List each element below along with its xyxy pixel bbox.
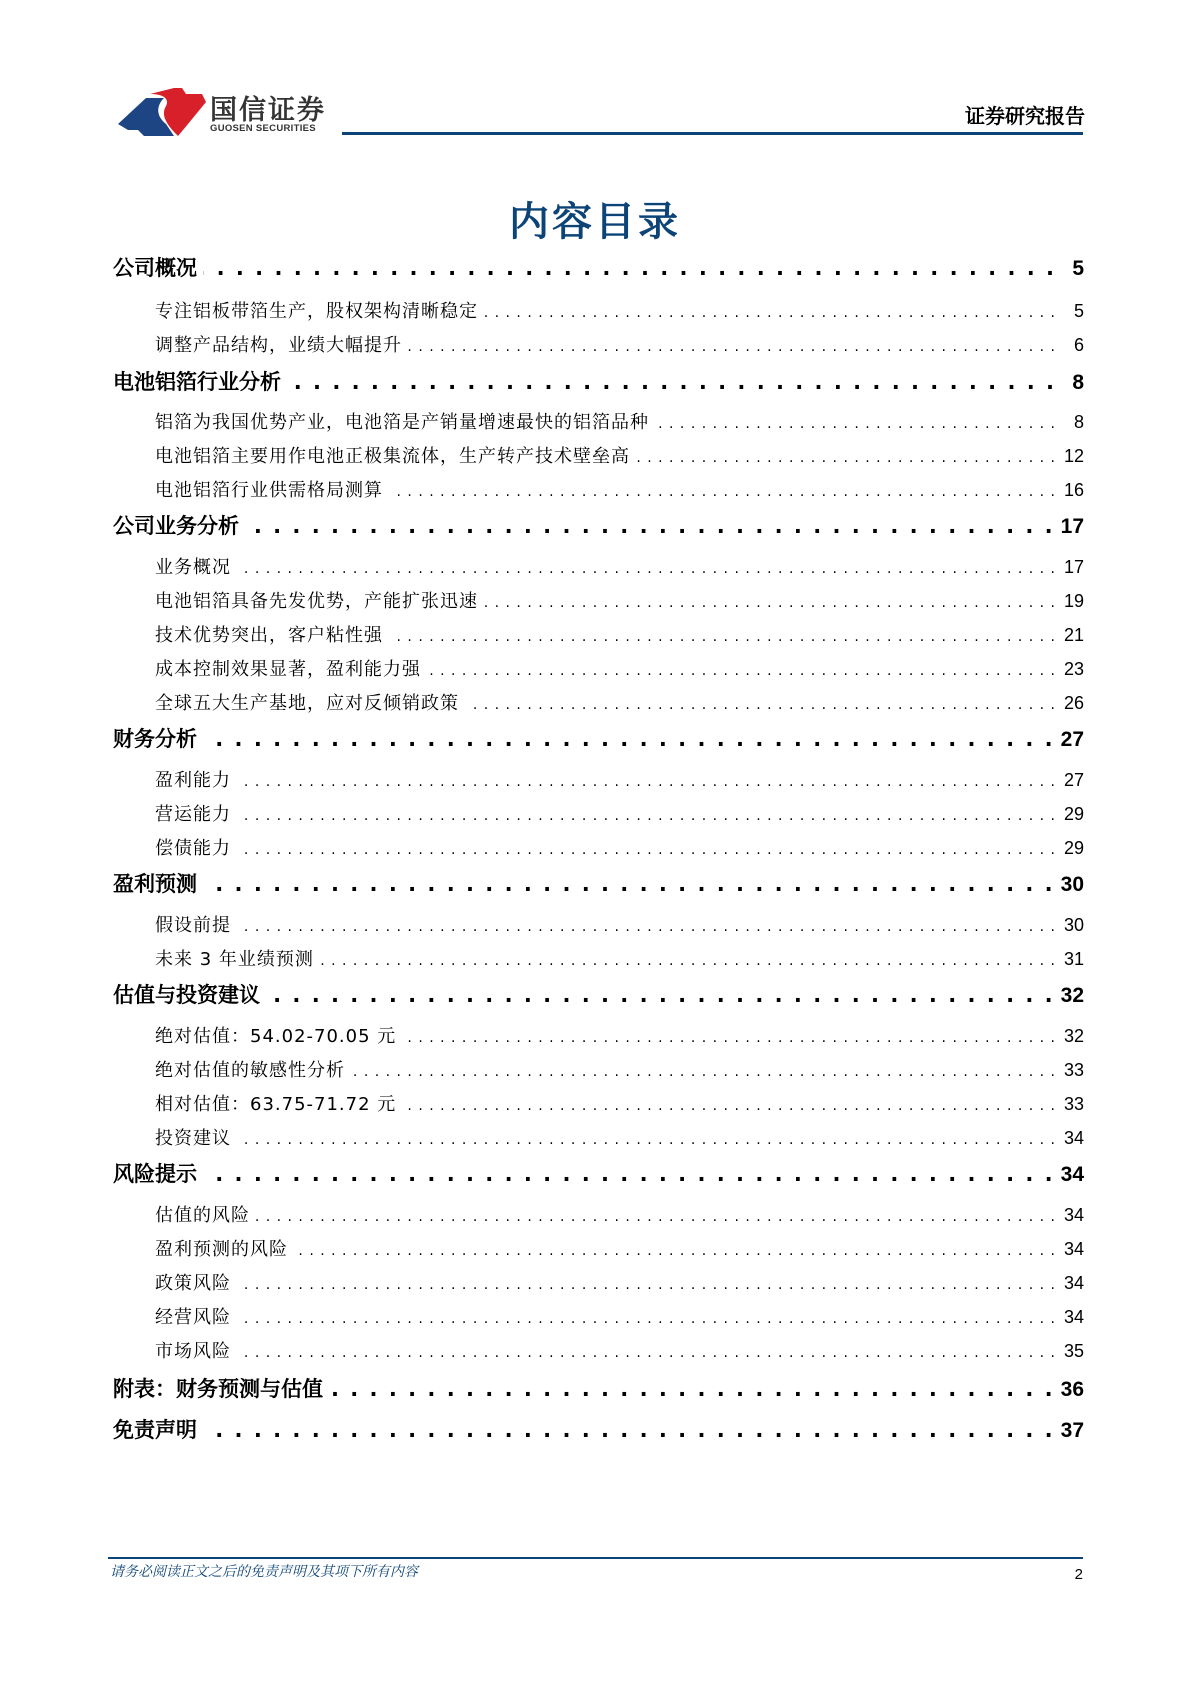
toc-entry-page: 31 <box>1063 949 1084 969</box>
footer-divider <box>108 1557 1083 1559</box>
toc-section-entry[interactable] <box>113 366 1084 396</box>
toc-subsection-entry[interactable] <box>155 442 1084 468</box>
toc-entry-page: 34 <box>1063 1205 1084 1225</box>
dot-leader <box>237 1128 1056 1149</box>
toc-entry-label: 财务分析 <box>113 727 197 751</box>
toc-section-entry[interactable] <box>113 1158 1084 1188</box>
dot-leader <box>389 625 1056 646</box>
page-title: 内容目录 <box>509 199 681 245</box>
toc-entry-page: 34 <box>1063 1273 1084 1293</box>
toc-subsection-entry[interactable] <box>155 800 1084 826</box>
toc-entry-label: 成本控制效果显著，盈利能力强 <box>155 659 421 680</box>
toc-section-entry[interactable] <box>113 868 1084 898</box>
toc-entry-label: 绝对估值的敏感性分析 <box>155 1060 345 1081</box>
toc-entry-page: 16 <box>1063 480 1084 500</box>
toc-subsection-entry[interactable] <box>155 1201 1084 1227</box>
toc-entry-page: 36 <box>1060 1378 1084 1401</box>
dot-leader <box>484 301 1056 322</box>
toc-subsection-entry[interactable] <box>155 476 1084 502</box>
dot-leader <box>351 1060 1056 1081</box>
toc-entry-label: 政策风险 <box>155 1273 231 1294</box>
logo-english-name: GUOSEN SECURITIES <box>210 123 316 134</box>
toc-entry-label: 绝对估值：54.02-70.05 元 <box>155 1026 397 1047</box>
toc-entry-page: 35 <box>1063 1341 1084 1361</box>
toc-subsection-entry[interactable] <box>155 911 1084 937</box>
dot-leader <box>203 727 1055 751</box>
toc-entry-page: 6 <box>1073 335 1084 355</box>
toc-entry-page: 5 <box>1073 301 1084 321</box>
toc-entry-label: 调整产品结构，业绩大幅提升 <box>155 335 402 356</box>
toc-entry-label: 公司业务分析 <box>113 514 239 538</box>
dot-leader <box>287 370 1056 394</box>
dot-leader <box>237 1307 1056 1328</box>
toc-subsection-entry[interactable] <box>155 553 1084 579</box>
toc-entry-page: 8 <box>1072 371 1084 394</box>
toc-entry-page: 33 <box>1063 1094 1084 1114</box>
toc-entry-label: 公司概况 <box>113 256 197 280</box>
dot-leader <box>408 335 1056 356</box>
toc-entry-label: 免责声明 <box>113 1418 197 1442</box>
dot-leader <box>256 1205 1056 1226</box>
toc-subsection-entry[interactable] <box>155 1124 1084 1150</box>
toc-entry-page: 27 <box>1060 728 1084 751</box>
dot-leader <box>294 1239 1056 1260</box>
toc-entry-label: 电池铝箔主要用作电池正极集流体，生产转产技术壁垒高 <box>155 446 630 467</box>
toc-entry-page: 34 <box>1063 1307 1084 1327</box>
toc-entry-label: 营运能力 <box>155 804 231 825</box>
toc-section-entry[interactable] <box>113 1373 1084 1403</box>
toc-entry-page: 17 <box>1063 557 1084 577</box>
toc-subsection-entry[interactable] <box>155 1235 1084 1261</box>
toc-entry-label: 电池铝箔行业供需格局测算 <box>155 480 383 501</box>
dot-leader <box>484 591 1056 612</box>
toc-entry-page: 23 <box>1063 659 1084 679</box>
dot-leader <box>203 256 1056 280</box>
dot-leader <box>636 446 1056 467</box>
toc-subsection-entry[interactable] <box>155 1269 1084 1295</box>
toc-entry-label: 盈利预测 <box>113 872 197 896</box>
toc-subsection-entry[interactable] <box>155 621 1084 647</box>
report-type-label: 证券研究报告 <box>965 104 1085 128</box>
dot-leader <box>266 983 1055 1007</box>
toc-entry-page: 37 <box>1060 1419 1084 1442</box>
disclaimer-note: 请务必阅读正文之后的免责声明及其项下所有内容 <box>110 1564 418 1580</box>
toc-subsection-entry[interactable] <box>155 297 1084 323</box>
dot-leader <box>237 770 1056 791</box>
toc-entry-page: 17 <box>1060 515 1084 538</box>
toc-section-entry[interactable] <box>113 1414 1084 1444</box>
header-divider <box>342 132 1083 135</box>
dot-leader <box>402 1026 1056 1047</box>
toc-entry-label: 风险提示 <box>113 1162 197 1186</box>
toc-subsection-entry[interactable] <box>155 1056 1084 1082</box>
toc-entry-label: 相对估值：63.75-71.72 元 <box>155 1094 397 1115</box>
logo-chinese-name: 国信证券 <box>210 95 326 126</box>
dot-leader <box>237 557 1056 578</box>
toc-entry-page: 34 <box>1063 1239 1084 1259</box>
toc-entry-label: 技术优势突出，客户粘性强 <box>155 625 383 646</box>
toc-entry-page: 26 <box>1063 693 1084 713</box>
toc-entry-label: 未来 3 年业绩预测 <box>155 949 314 970</box>
dot-leader <box>237 915 1056 936</box>
toc-entry-label: 电池铝箔行业分析 <box>113 370 281 394</box>
toc-entry-page: 30 <box>1063 915 1084 935</box>
toc-entry-page: 29 <box>1063 804 1084 824</box>
toc-entry-label: 盈利预测的风险 <box>155 1239 288 1260</box>
dot-leader <box>237 1273 1056 1294</box>
toc-entry-page: 34 <box>1063 1128 1084 1148</box>
toc-section-entry[interactable] <box>113 723 1084 753</box>
toc-subsection-entry[interactable] <box>155 766 1084 792</box>
toc-entry-label: 附表：财务预测与估值 <box>113 1377 323 1401</box>
toc-entry-page: 33 <box>1063 1060 1084 1080</box>
toc-subsection-entry[interactable] <box>155 689 1084 715</box>
toc-section-entry[interactable] <box>113 510 1084 540</box>
dot-leader <box>389 480 1056 501</box>
toc-entry-page: 21 <box>1063 625 1084 645</box>
toc-entry-page: 32 <box>1063 1026 1084 1046</box>
toc-subsection-entry[interactable] <box>155 945 1084 971</box>
dot-leader <box>237 838 1056 859</box>
toc-subsection-entry[interactable] <box>155 655 1084 681</box>
toc-entry-label: 假设前提 <box>155 915 231 936</box>
toc-entry-label: 估值与投资建议 <box>113 983 260 1007</box>
dot-leader <box>203 872 1055 896</box>
toc-subsection-entry[interactable] <box>155 1337 1084 1363</box>
toc-section-entry[interactable] <box>113 252 1084 282</box>
toc-entry-label: 盈利能力 <box>155 770 231 791</box>
dot-leader <box>237 804 1056 825</box>
page-number: 2 <box>1074 1566 1083 1583</box>
toc-entry-label: 电池铝箔具备先发优势，产能扩张迅速 <box>155 591 478 612</box>
dot-leader <box>237 1341 1056 1362</box>
toc-subsection-entry[interactable] <box>155 1303 1084 1329</box>
page-header <box>0 0 1190 140</box>
dot-leader <box>465 693 1056 714</box>
toc-entry-label: 业务概况 <box>155 557 231 578</box>
dot-leader <box>655 412 1056 433</box>
toc-subsection-entry[interactable] <box>155 1022 1084 1048</box>
toc-entry-page: 34 <box>1060 1163 1084 1186</box>
toc-entry-label: 投资建议 <box>155 1128 231 1149</box>
toc-entry-page: 29 <box>1063 838 1084 858</box>
toc-entry-page: 12 <box>1063 446 1084 466</box>
toc-entry-label: 专注铝板带箔生产，股权架构清晰稳定 <box>155 301 478 322</box>
toc-entry-label: 偿债能力 <box>155 838 231 859</box>
toc-section-entry[interactable] <box>113 979 1084 1009</box>
toc-entry-label: 估值的风险 <box>155 1205 250 1226</box>
toc-subsection-entry[interactable] <box>155 331 1084 357</box>
toc-subsection-entry[interactable] <box>155 408 1084 434</box>
dot-leader <box>203 1418 1055 1442</box>
dot-leader <box>329 1377 1055 1401</box>
toc-entry-label: 铝箔为我国优势产业，电池箔是产销量增速最快的铝箔品种 <box>155 412 649 433</box>
toc-subsection-entry[interactable] <box>155 587 1084 613</box>
dot-leader <box>427 659 1056 680</box>
toc-subsection-entry[interactable] <box>155 1090 1084 1116</box>
toc-entry-page: 5 <box>1072 257 1084 280</box>
toc-entry-page: 27 <box>1063 770 1084 790</box>
guosen-logo-icon <box>116 84 206 138</box>
toc-entry-label: 全球五大生产基地，应对反倾销政策 <box>155 693 459 714</box>
dot-leader <box>320 949 1056 970</box>
toc-entry-page: 8 <box>1073 412 1084 432</box>
dot-leader <box>203 1162 1055 1186</box>
dot-leader <box>245 514 1055 538</box>
toc-subsection-entry[interactable] <box>155 834 1084 860</box>
toc-entry-page: 30 <box>1060 873 1084 896</box>
toc-entry-label: 市场风险 <box>155 1341 231 1362</box>
dot-leader <box>402 1094 1056 1115</box>
toc-entry-label: 经营风险 <box>155 1307 231 1328</box>
toc-entry-page: 19 <box>1063 591 1084 611</box>
toc-entry-page: 32 <box>1060 984 1084 1007</box>
